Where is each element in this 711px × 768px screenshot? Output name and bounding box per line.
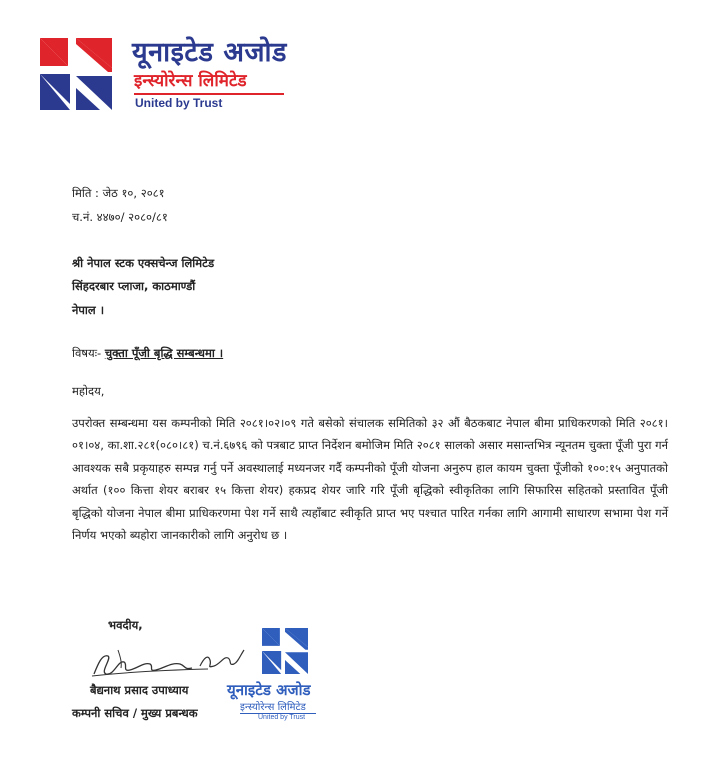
stamp-company-name: यूनाइटेड अजोड xyxy=(227,681,311,699)
signature-icon xyxy=(88,636,258,682)
subject-text: चुक्ता पूँजी बृद्धि सम्बन्धमा । xyxy=(104,346,224,360)
reference-label: च.नं. xyxy=(72,210,93,224)
letter-body: उपरोक्त सम्बन्धमा यस कम्पनीको मिति २०८१।०२।०९ गते बसेको संचालक समितिको ३२ औं बैठकबाट नेपाल बीमा प्राधिकरणको मिति २०८१।०१।०४, का.शा.२८१(०८०।८१) च.नं.६७९६ को पत्रबाट प्राप्त निर्देशन बमोजिम मिति २०८१ सालको असार मसान्तभित्र न्यूनतम चुक्ता पूँजी पुरा गर्न आवश्यक सबै प्रकृयाहरु सम्पन्न गर्नु पर्ने अवस्थालाई मध्यनजर गर्दै कम्पनीको पूँजी योजना अनुरुप हाल कायम चुक्ता पूँजीको १००:१५ अनुपातको अर्थात (१०० कित्ता शेयर बराबर १५ कित्ता शेयर) हकप्रद शेयर जारि गरि पूँजी बृद्धिको स्वीकृतिका लागि सिफारिस सहितको प्रस्तावित पूँजी बृद्धिको योजना नेपाल बीमा प्राधिकरणमा पेश गर्ने साथै त्यहाँबाट स्वीकृति प्राप्त भए पश्चात पारित गर्नका लागि आगामी साधारण सभामा पेश गर्ने निर्णय भएको ब्यहोरा जानकारीको लागि अनुरोध छ । xyxy=(72,416,668,543)
stamp-tagline: United by Trust xyxy=(258,714,306,721)
signer-title: कम्पनी सचिव / मुख्य प्रबन्धक xyxy=(72,706,198,720)
reference-number: ४४७०/ २०८०/८१ xyxy=(96,210,168,224)
company-subtitle: इन्स्योरेन्स लिमिटेड xyxy=(134,71,247,91)
company-logo-icon xyxy=(40,38,112,110)
closing: भवदीय, xyxy=(108,618,143,632)
letter-date: मिति : जेठ १०, २०८१ xyxy=(72,186,165,200)
signer-name: बैद्यनाथ प्रसाद उपाध्याय xyxy=(90,683,189,697)
reference-line xyxy=(72,210,168,225)
recipient-line-2: सिंहदरबार प्लाजा, काठमाण्डौं xyxy=(72,279,196,293)
subtitle-underline xyxy=(134,93,284,95)
recipient-line-1: श्री नेपाल स्टक एक्सचेन्ज लिमिटेड xyxy=(72,256,215,270)
recipient-line-3: नेपाल । xyxy=(72,303,105,317)
stamp-company-subtitle: इन्स्योरेन्स लिमिटेड xyxy=(240,702,306,713)
salutation: महोदय, xyxy=(72,384,105,398)
company-tagline: United by Trust xyxy=(135,96,223,110)
subject-line xyxy=(72,346,223,361)
stamp-logo-icon xyxy=(262,628,308,674)
subject-label: विषयः- xyxy=(72,346,102,360)
company-name: यूनाइटेड अजोड xyxy=(132,37,287,68)
